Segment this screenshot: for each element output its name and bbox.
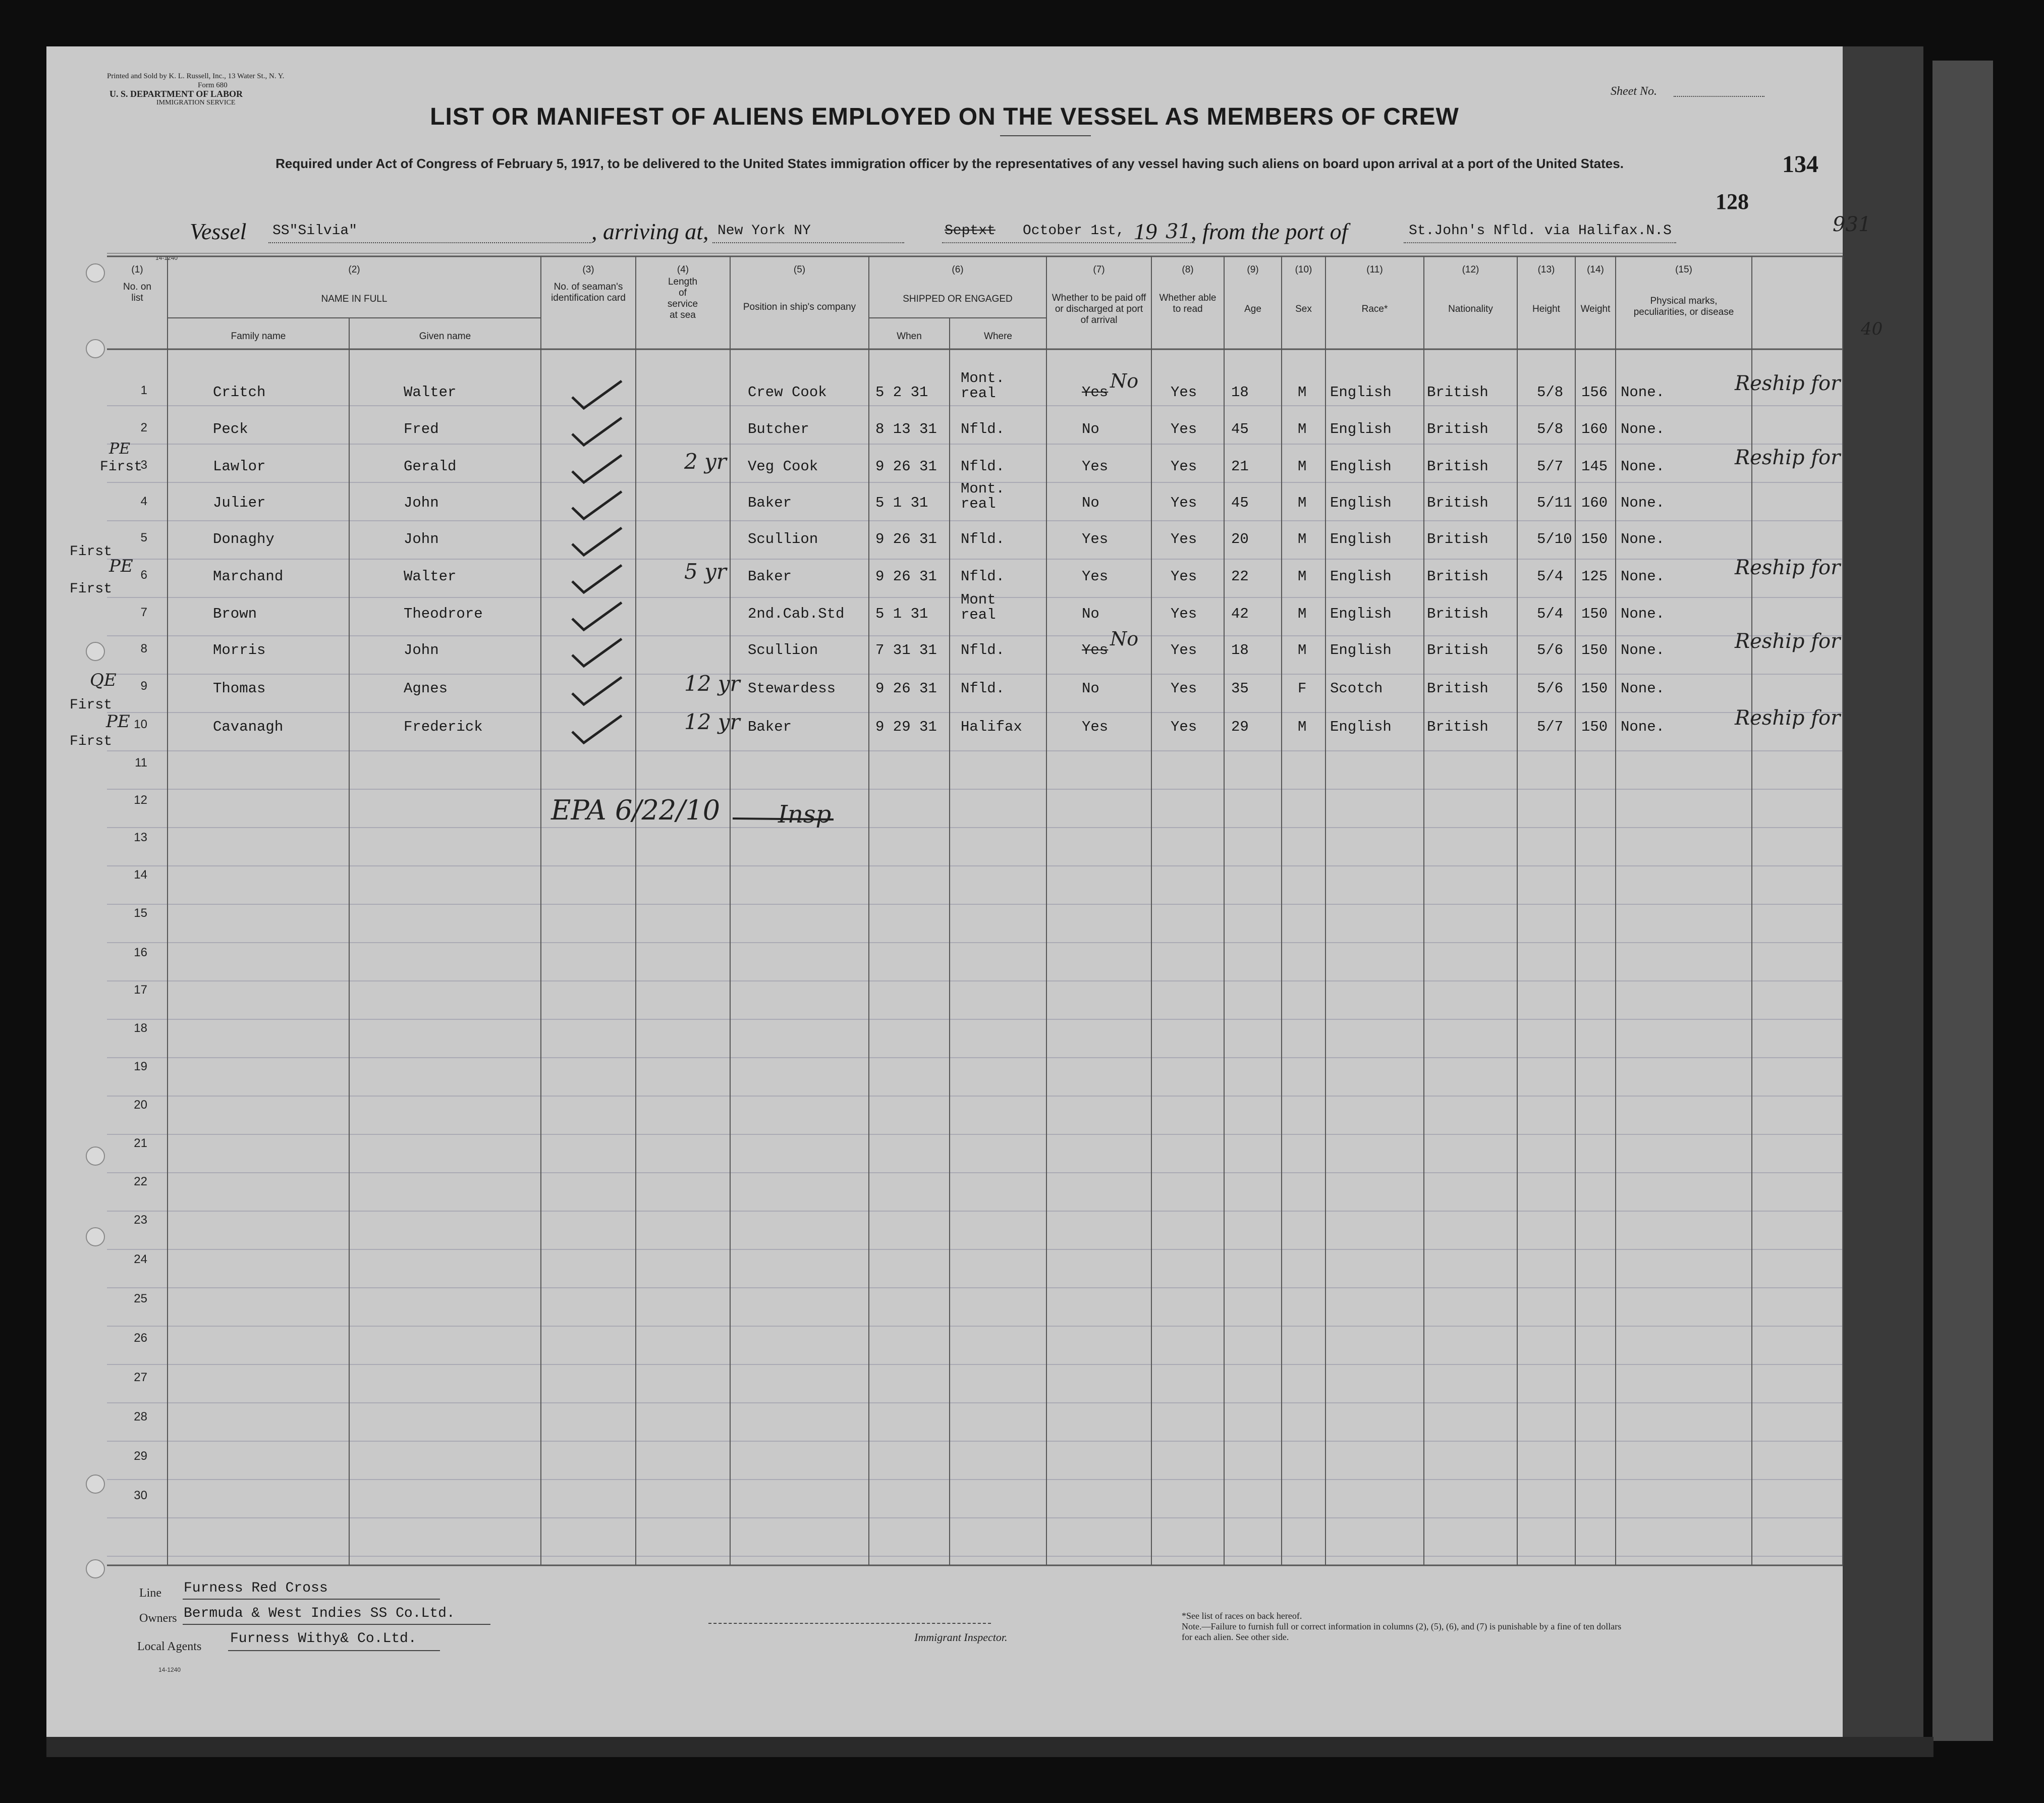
sex-cell: M: [1298, 568, 1307, 585]
family-name-cell: Julier: [213, 495, 266, 511]
row-number: 1: [140, 384, 147, 397]
header-col4-num: (4): [677, 264, 689, 275]
margin-note-931: 931: [1833, 213, 1871, 236]
header-family-name: Family name: [231, 331, 286, 342]
age-cell: 18: [1231, 642, 1249, 659]
margin-first: First: [70, 734, 113, 749]
header-col7: Whether to be paid off or discharged at port of arrival: [1052, 293, 1146, 325]
weight-cell: 150: [1581, 680, 1608, 697]
shipped-when-cell: 9 26 31: [875, 531, 937, 548]
family-name-cell: Thomas: [213, 680, 266, 697]
sex-cell: M: [1298, 719, 1307, 735]
paid-off-cell: Yes: [1082, 568, 1109, 585]
sex-cell: M: [1298, 495, 1307, 511]
height-cell: 5/10: [1537, 531, 1572, 548]
physical-marks-cell: None.: [1621, 719, 1665, 735]
checkmark-icon: [572, 491, 622, 519]
shipped-when-cell: 5 2 31: [875, 384, 928, 401]
row-number: 3: [140, 458, 147, 472]
paid-off-correction: No: [1110, 628, 1139, 650]
position-cell: Stewardess: [748, 680, 836, 697]
margin-first: First: [100, 459, 143, 475]
row-number: 29: [134, 1449, 147, 1463]
row-number: 20: [134, 1098, 147, 1112]
date-struck: Septxt: [945, 223, 996, 239]
able-to-read-cell: Yes: [1171, 680, 1197, 697]
stamp-134: 134: [1782, 151, 1818, 178]
height-cell: 5/7: [1537, 719, 1564, 735]
footer-line-label: Line: [139, 1587, 161, 1600]
page-edge-bottom: [46, 1737, 1933, 1757]
header-col7-num: (7): [1093, 264, 1105, 275]
footer-owners-value: Bermuda & West Indies SS Co.Ltd.: [184, 1606, 455, 1621]
row11-handwriting: EPA 6/22/10: [551, 794, 721, 826]
height-cell: 5/11: [1537, 495, 1572, 511]
shipped-when-cell: 8 13 31: [875, 421, 937, 438]
physical-marks-cell: None.: [1621, 606, 1665, 622]
nationality-cell: British: [1427, 495, 1488, 511]
header-given-name: Given name: [419, 331, 471, 342]
family-name-cell: Critch: [213, 384, 266, 401]
shipped-where-cell: Mont. real: [961, 480, 1005, 512]
header-col11-num: (11): [1366, 264, 1383, 275]
row-number: 23: [134, 1213, 147, 1227]
nationality-cell: British: [1427, 606, 1488, 622]
row-number: 13: [134, 831, 147, 844]
row-number: 4: [140, 495, 147, 508]
given-name-cell: John: [404, 495, 439, 511]
header-col5: Position in ship's company: [743, 302, 856, 312]
page-edge-back: [1932, 61, 1993, 1741]
given-name-cell: Agnes: [404, 680, 448, 697]
row-number: 21: [134, 1136, 147, 1150]
header-col5-num: (5): [793, 264, 806, 275]
weight-cell: 125: [1581, 568, 1608, 585]
printer-line: Printed and Sold by K. L. Russell, Inc., 13 Water St., N. Y.: [107, 72, 285, 80]
given-name-cell: John: [404, 531, 439, 548]
given-name-cell: Theodrore: [404, 606, 483, 622]
checkmark-icon: [572, 418, 622, 445]
service-length-cell: 12 yr: [684, 671, 740, 696]
position-cell: Veg Cook: [748, 458, 818, 475]
row-number: 17: [134, 983, 147, 997]
header-col14: Weight: [1580, 304, 1611, 314]
age-cell: 20: [1231, 531, 1249, 548]
shipped-where-cell: Mont real: [961, 591, 996, 623]
reship-note: Reship for: [1735, 446, 1841, 469]
position-cell: Butcher: [748, 421, 809, 438]
sex-cell: F: [1298, 680, 1307, 697]
header-col6-where: Where: [984, 331, 1012, 342]
header-col1-num: (1): [131, 264, 143, 275]
header-col13-num: (13): [1537, 264, 1555, 275]
row-number: 14: [134, 868, 147, 882]
paid-off-cell: No: [1082, 495, 1099, 511]
row-number: 8: [140, 642, 147, 655]
arrival-date: October 1st,: [1023, 223, 1125, 239]
able-to-read-cell: Yes: [1171, 606, 1197, 622]
vessel-name: SS"Silvia": [272, 223, 358, 239]
checkmark-icon: [572, 639, 622, 666]
shipped-where-cell: Nfld.: [961, 531, 1005, 548]
able-to-read-cell: Yes: [1171, 421, 1197, 438]
position-cell: Scullion: [748, 642, 818, 659]
page-edge-right: [1843, 46, 1923, 1737]
subtitle: Required under Act of Congress of February 5, 1917, to be delivered to the United States immigration officer by the representatives of any vessel having such aliens on board upon arrival at a port of the United States.: [275, 156, 1624, 171]
shipped-when-cell: 9 29 31: [875, 719, 937, 735]
row-number: 10: [134, 718, 147, 731]
sheet-no-label: Sheet No.: [1611, 85, 1657, 98]
shipped-where-cell: Nfld.: [961, 568, 1005, 585]
year-prefix: 19: [1134, 218, 1157, 244]
stamp-128: 128: [1716, 189, 1749, 214]
age-cell: 42: [1231, 606, 1249, 622]
nationality-cell: British: [1427, 384, 1488, 401]
position-cell: Crew Cook: [748, 384, 827, 401]
weight-cell: 160: [1581, 495, 1608, 511]
footer-form-code: 14-1240: [158, 1666, 181, 1673]
row-number: 5: [140, 531, 147, 544]
header-col14-num: (14): [1587, 264, 1604, 275]
position-cell: Baker: [748, 568, 792, 585]
weight-cell: 150: [1581, 606, 1608, 622]
race-cell: English: [1330, 421, 1392, 438]
row-number: 15: [134, 906, 147, 920]
shipped-when-cell: 5 1 31: [875, 606, 928, 622]
arriving-port: New York NY: [717, 223, 811, 239]
race-cell: English: [1330, 495, 1392, 511]
vessel-label: Vessel: [190, 218, 247, 244]
header-col3: No. of seaman's identification card: [551, 282, 626, 303]
row11-insp: Insp: [778, 800, 832, 829]
height-cell: 5/6: [1537, 642, 1564, 659]
paid-off-cell: Yes: [1082, 458, 1109, 475]
header-col6-num: (6): [952, 264, 964, 275]
paid-off-correction: No: [1110, 370, 1139, 392]
row-number: 9: [140, 679, 147, 693]
shipped-when-cell: 9 26 31: [875, 568, 937, 585]
family-name-cell: Morris: [213, 642, 266, 659]
checkmark-icon: [572, 677, 622, 704]
from-port-label: , from the port of: [1191, 218, 1348, 244]
margin-first: First: [70, 544, 113, 560]
row-number: 11: [135, 756, 147, 770]
weight-cell: 156: [1581, 384, 1608, 401]
position-cell: Scullion: [748, 531, 818, 548]
given-name-cell: Fred: [404, 421, 439, 438]
shipped-where-cell: Nfld.: [961, 680, 1005, 697]
height-cell: 5/8: [1537, 421, 1564, 438]
age-cell: 35: [1231, 680, 1249, 697]
able-to-read-cell: Yes: [1171, 384, 1197, 401]
checkmark-icon: [572, 716, 622, 743]
given-name-cell: Frederick: [404, 719, 483, 735]
page-title: LIST OR MANIFEST OF ALIENS EMPLOYED ON THE VESSEL AS MEMBERS OF CREW: [430, 103, 1459, 130]
checkmark-icon: [572, 603, 622, 630]
shipped-when-cell: 9 26 31: [875, 458, 937, 475]
margin-code: QE: [90, 670, 117, 690]
margin-code: PE: [109, 556, 133, 576]
able-to-read-cell: Yes: [1171, 642, 1197, 659]
arrival-year: 31: [1166, 220, 1191, 243]
header-col15-num: (15): [1675, 264, 1692, 275]
height-cell: 5/8: [1537, 384, 1564, 401]
row-number: 25: [134, 1292, 147, 1305]
row-number: 6: [140, 568, 147, 582]
reship-note: Reship for: [1735, 630, 1841, 653]
row-number: 2: [140, 421, 147, 434]
header-col9-num: (9): [1247, 264, 1259, 275]
weight-cell: 150: [1581, 719, 1608, 735]
form-number: Form 680: [198, 81, 228, 89]
row-number: 27: [134, 1371, 147, 1384]
physical-marks-cell: None.: [1621, 458, 1665, 475]
physical-marks-cell: None.: [1621, 568, 1665, 585]
row-number: 16: [134, 946, 147, 959]
row-number: 19: [134, 1060, 147, 1073]
race-cell: Scotch: [1330, 680, 1383, 697]
nationality-cell: British: [1427, 642, 1488, 659]
family-name-cell: Peck: [213, 421, 248, 438]
header-col6-when: When: [897, 331, 922, 342]
checkmark-icon: [572, 565, 622, 592]
paid-off-cell: No: [1082, 606, 1099, 622]
service-name: IMMIGRATION SERVICE: [156, 99, 236, 106]
nationality-cell: British: [1427, 458, 1488, 475]
able-to-read-cell: Yes: [1171, 458, 1197, 475]
paid-off-cell: Yes: [1082, 384, 1109, 401]
header-col13: Height: [1532, 304, 1560, 314]
shipped-where-cell: Nfld.: [961, 642, 1005, 659]
header-col12: Nationality: [1448, 304, 1493, 314]
header-col1: No. on list: [123, 282, 151, 303]
sex-cell: M: [1298, 458, 1307, 475]
paid-off-cell: Yes: [1082, 642, 1109, 659]
height-cell: 5/6: [1537, 680, 1564, 697]
shipped-when-cell: 9 26 31: [875, 680, 937, 697]
row-number: 28: [134, 1410, 147, 1424]
family-name-cell: Brown: [213, 606, 257, 622]
service-length-cell: 2 yr: [684, 449, 727, 474]
paid-off-cell: No: [1082, 421, 1099, 438]
age-cell: 29: [1231, 719, 1249, 735]
family-name-cell: Marchand: [213, 568, 284, 585]
reship-note: Reship for: [1735, 372, 1841, 395]
inspector-signature-line: [708, 1623, 991, 1624]
given-name-cell: Walter: [404, 568, 457, 585]
shipped-where-cell: Nfld.: [961, 458, 1005, 475]
row-number: 12: [134, 793, 147, 807]
given-name-cell: John: [404, 642, 439, 659]
shipped-where-cell: Nfld.: [961, 421, 1005, 438]
margin-first: First: [70, 697, 113, 713]
sex-cell: M: [1298, 606, 1307, 622]
shipped-where-cell: Halifax: [961, 719, 1022, 735]
shipped-when-cell: 5 1 31: [875, 495, 928, 511]
header-col3-num: (3): [582, 264, 594, 275]
sex-cell: M: [1298, 531, 1307, 548]
checkmark-icon: [572, 455, 622, 482]
age-cell: 18: [1231, 384, 1249, 401]
checkmark-icon: [572, 381, 622, 408]
sex-cell: M: [1298, 384, 1307, 401]
age-cell: 45: [1231, 421, 1249, 438]
form-code-top: 14-1240: [155, 254, 178, 261]
department-name: U. S. DEPARTMENT OF LABOR: [109, 89, 243, 99]
height-cell: 5/4: [1537, 606, 1564, 622]
shipped-when-cell: 7 31 31: [875, 642, 937, 659]
footer-line-value: Furness Red Cross: [184, 1580, 328, 1596]
race-cell: English: [1330, 642, 1392, 659]
weight-cell: 150: [1581, 642, 1608, 659]
row-number: 26: [134, 1331, 147, 1345]
row-number: 22: [134, 1175, 147, 1188]
header-col6: SHIPPED OR ENGAGED: [903, 294, 1013, 304]
physical-marks-cell: None.: [1621, 384, 1665, 401]
position-cell: 2nd.Cab.Std: [748, 606, 845, 622]
physical-marks-cell: None.: [1621, 495, 1665, 511]
given-name-cell: Walter: [404, 384, 457, 401]
footer-agents-value: Furness Withy& Co.Ltd.: [230, 1631, 417, 1647]
race-cell: English: [1330, 568, 1392, 585]
service-length-cell: 5 yr: [684, 559, 727, 584]
able-to-read-cell: Yes: [1171, 495, 1197, 511]
inspector-label: Immigrant Inspector.: [914, 1631, 1008, 1644]
row-number: 18: [134, 1021, 147, 1035]
weight-cell: 160: [1581, 421, 1608, 438]
header-col4: Length of service at sea: [667, 277, 698, 320]
margin-note-40: 40: [1861, 319, 1883, 339]
header-col9: Age: [1244, 304, 1261, 314]
able-to-read-cell: Yes: [1171, 531, 1197, 548]
header-col11: Race*: [1361, 304, 1388, 314]
row-number: 7: [140, 606, 147, 619]
race-cell: English: [1330, 458, 1392, 475]
physical-marks-cell: None.: [1621, 531, 1665, 548]
paid-off-cell: No: [1082, 680, 1099, 697]
handwriting-overlay: [46, 46, 1843, 1737]
weight-cell: 145: [1581, 458, 1608, 475]
from-port: St.John's Nfld. via Halifax.N.S: [1409, 223, 1672, 239]
weight-cell: 150: [1581, 531, 1608, 548]
sex-cell: M: [1298, 421, 1307, 438]
manifest-sheet: [46, 46, 1883, 1737]
row-number: 30: [134, 1489, 147, 1502]
header-col8: Whether able to read: [1159, 293, 1217, 314]
margin-first: First: [70, 581, 113, 597]
physical-marks-cell: None.: [1621, 421, 1665, 438]
margin-code: PE: [106, 712, 130, 732]
position-cell: Baker: [748, 719, 792, 735]
height-cell: 5/7: [1537, 458, 1564, 475]
nationality-cell: British: [1427, 719, 1488, 735]
age-cell: 45: [1231, 495, 1249, 511]
nationality-cell: British: [1427, 531, 1488, 548]
family-name-cell: Donaghy: [213, 531, 274, 548]
nationality-cell: British: [1427, 680, 1488, 697]
reship-note: Reship for: [1735, 556, 1841, 579]
header-col2: NAME IN FULL: [321, 294, 388, 304]
given-name-cell: Gerald: [404, 458, 457, 475]
family-name-cell: Cavanagh: [213, 719, 284, 735]
able-to-read-cell: Yes: [1171, 568, 1197, 585]
paid-off-cell: Yes: [1082, 531, 1109, 548]
age-cell: 22: [1231, 568, 1249, 585]
penalty-note: Note.—Failure to furnish full or correct information in columns (2), (5), (6), and (7) is punishable by a fine of ten dollars for each alien. See other side.: [1182, 1621, 1622, 1642]
arriving-label: , arriving at,: [591, 218, 709, 244]
footer-owners-label: Owners: [139, 1612, 177, 1625]
checkmark-icon: [572, 528, 622, 555]
header-col12-num: (12): [1462, 264, 1479, 275]
shipped-where-cell: Mont. real: [961, 370, 1005, 402]
footer-owners-underline: [183, 1624, 490, 1625]
nationality-cell: British: [1427, 568, 1488, 585]
race-cell: English: [1330, 719, 1392, 735]
race-cell: English: [1330, 531, 1392, 548]
header-col2-num: (2): [348, 264, 360, 275]
header-col15: Physical marks, peculiarities, or disease: [1633, 296, 1734, 317]
header-col10-num: (10): [1295, 264, 1312, 275]
header-col10: Sex: [1295, 304, 1312, 314]
service-length-cell: 12 yr: [684, 709, 740, 734]
header-col8-num: (8): [1182, 264, 1194, 275]
footer-line-underline: [183, 1599, 440, 1600]
height-cell: 5/4: [1537, 568, 1564, 585]
able-to-read-cell: Yes: [1171, 719, 1197, 735]
age-cell: 21: [1231, 458, 1249, 475]
sex-cell: M: [1298, 642, 1307, 659]
physical-marks-cell: None.: [1621, 642, 1665, 659]
family-name-cell: Lawlor: [213, 458, 266, 475]
physical-marks-cell: None.: [1621, 680, 1665, 697]
race-cell: English: [1330, 606, 1392, 622]
row-number: 24: [134, 1252, 147, 1266]
position-cell: Baker: [748, 495, 792, 511]
footer-agents-label: Local Agents: [137, 1640, 202, 1653]
paid-off-cell: Yes: [1082, 719, 1109, 735]
race-cell: English: [1330, 384, 1392, 401]
nationality-cell: British: [1427, 421, 1488, 438]
margin-code: PE: [109, 440, 131, 458]
race-note: *See list of races on back hereof.: [1182, 1611, 1302, 1621]
footer-agents-underline: [228, 1650, 440, 1651]
reship-note: Reship for: [1735, 706, 1841, 730]
